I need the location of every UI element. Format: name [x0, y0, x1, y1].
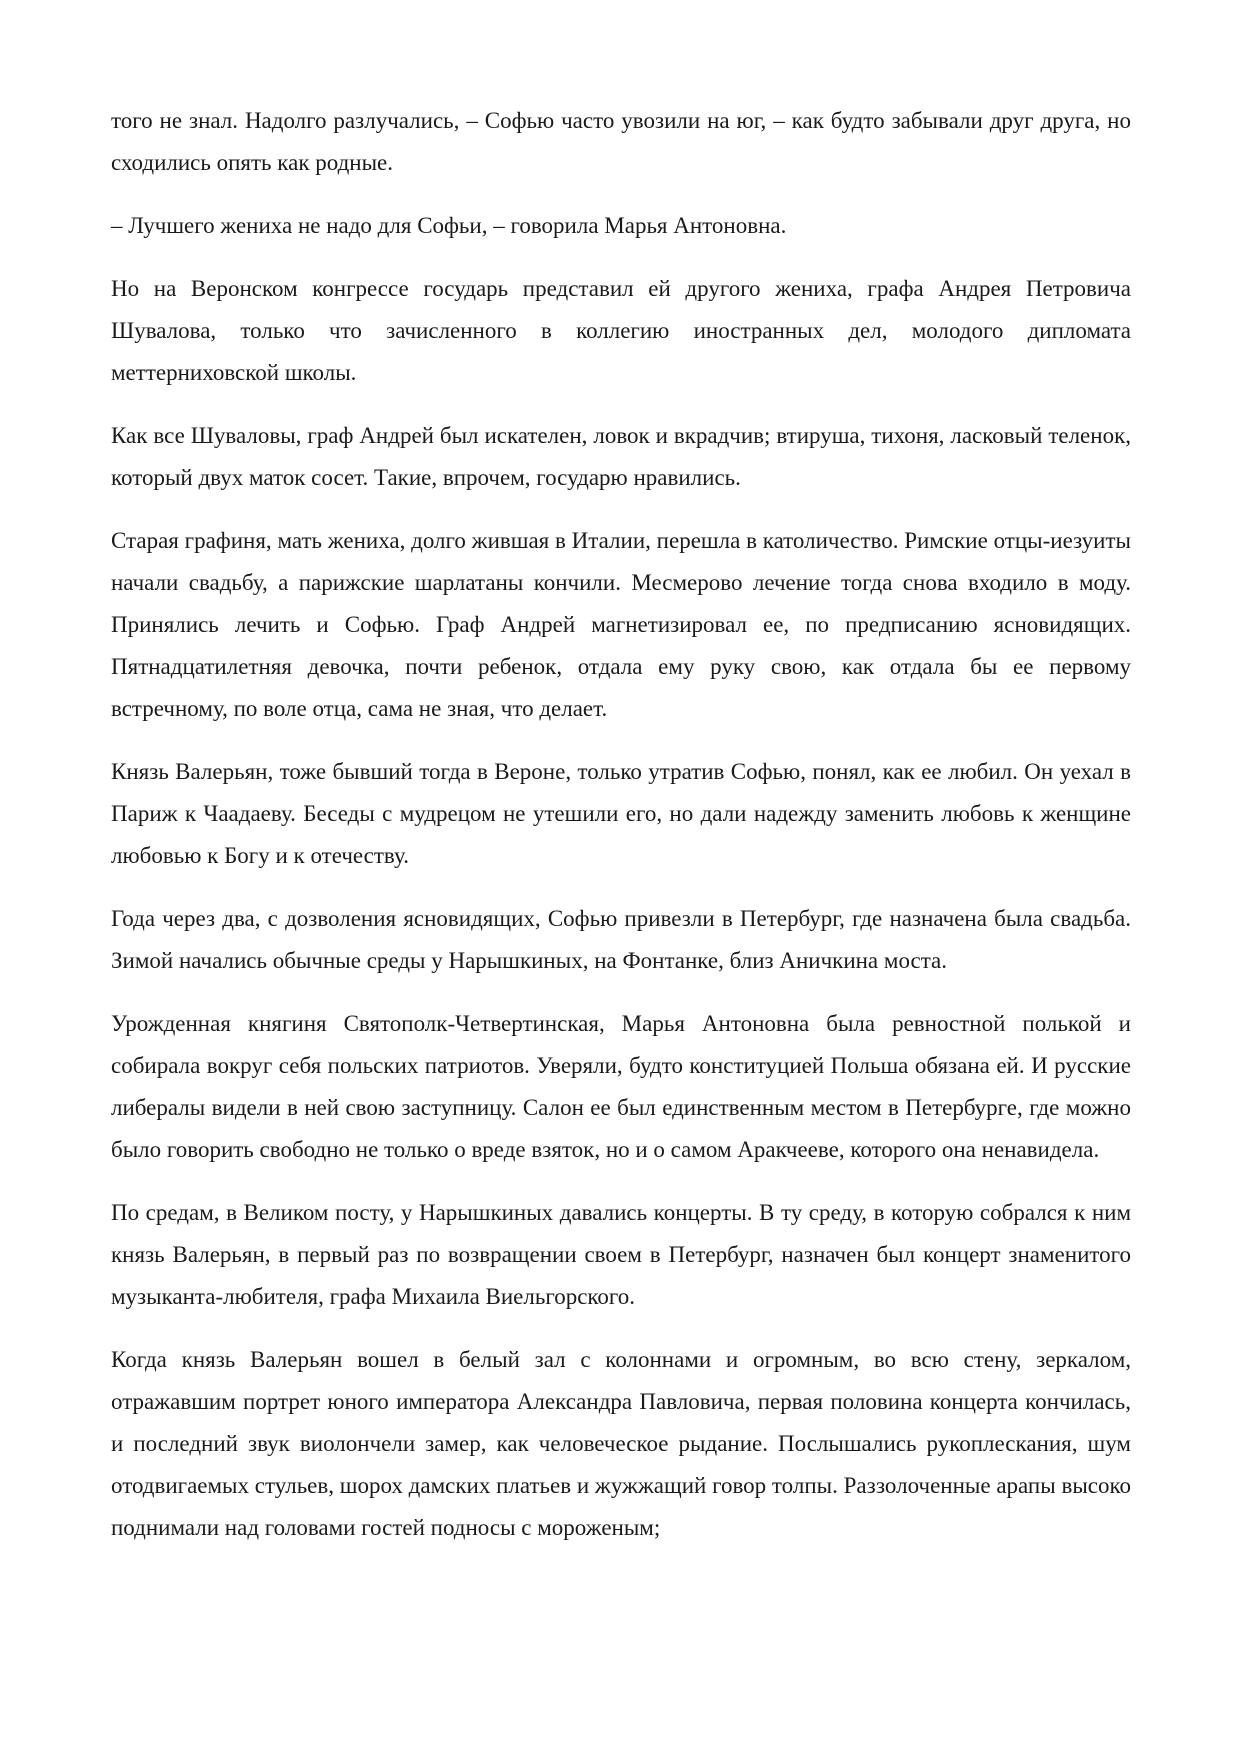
document-page — [111, 100, 1131, 1570]
paragraph-3: Но на Веронском конгрессе государь представил ей другого жениха, графа Андрея Петровича Шувалова, только что зачисленного в коллегию иностранных дел, молодого дипломата меттерниховской школы. — [111, 276, 1131, 385]
paragraph-7: Года через два, с дозволения ясновидящих, Софью привезли в Петербург, где назначена была свадьба. Зимой начались обычные среды у Нарышкиных, на Фонтанке, близ Аничкина моста. — [111, 906, 1131, 973]
paragraph-8: Урожденная княгиня Святополк-Четвертинская, Марья Антоновна была ревностной полькой и собирала вокруг себя польских патриотов. Уверяли, будто конституцией Польша обязана ей. И русские либералы видели в ней свою заступницу. Салон ее был единственным местом в Петербурге, где можно было говорить свободно не только о вреде взяток, но и о самом Аракчееве, которого она ненавидела. — [111, 1011, 1131, 1162]
paragraph-5: Старая графиня, мать жениха, долго жившая в Италии, перешла в католичество. Римские отцы-иезуиты начали свадьбу, а парижские шарлатаны кончили. Месмерово лечение тогда снова входило в моду. Принялись лечить и Софью. Граф Андрей магнетизировал ее, по предписанию ясновидящих. Пятнадцатилетняя девочка, почти ребенок, отдала ему руку свою, как отдала бы ее первому встречному, по воле отца, сама не зная, что делает. — [111, 528, 1131, 721]
paragraph-4: Как все Шуваловы, граф Андрей был искателен, ловок и вкрадчив; втируша, тихоня, ласковый теленок, который двух маток сосет. Такие, впрочем, государю нравились. — [111, 423, 1131, 490]
paragraph-10: Когда князь Валерьян вошел в белый зал с колоннами и огромным, во всю стену, зеркалом, отражавшим портрет юного императора Александра Павловича, первая половина концерта кончилась, и последний звук виолончели замер, как человеческое рыдание. Послышались рукоплескания, шум отодвигаемых стульев, шорох дамских платьев и жужжащий говор толпы. Раззолоченные арапы высоко поднимали над головами гостей подносы с мороженым; — [111, 1347, 1131, 1540]
paragraph-2: – Лучшего жениха не надо для Софьи, – говорила Марья Антоновна. — [111, 213, 787, 238]
paragraph-6: Князь Валерьян, тоже бывший тогда в Вероне, только утратив Софью, понял, как ее любил. Он уехал в Париж к Чаадаеву. Беседы с мудрецом не утешили его, но дали надежду заменить любовь к женщине любовью к Богу и к отечеству. — [111, 759, 1131, 868]
paragraph-1: того не знал. Надолго разлучались, – Софью часто увозили на юг, – как будто забывали друг друга, но сходились опять как родные. — [111, 108, 1131, 175]
paragraph-9: По средам, в Великом посту, у Нарышкиных давались концерты. В ту среду, в которую собрался к ним князь Валерьян, в первый раз по возвращении своем в Петербург, назначен был концерт знаменитого музыканта-любителя, графа Михаила Виельгорского. — [111, 1200, 1131, 1309]
